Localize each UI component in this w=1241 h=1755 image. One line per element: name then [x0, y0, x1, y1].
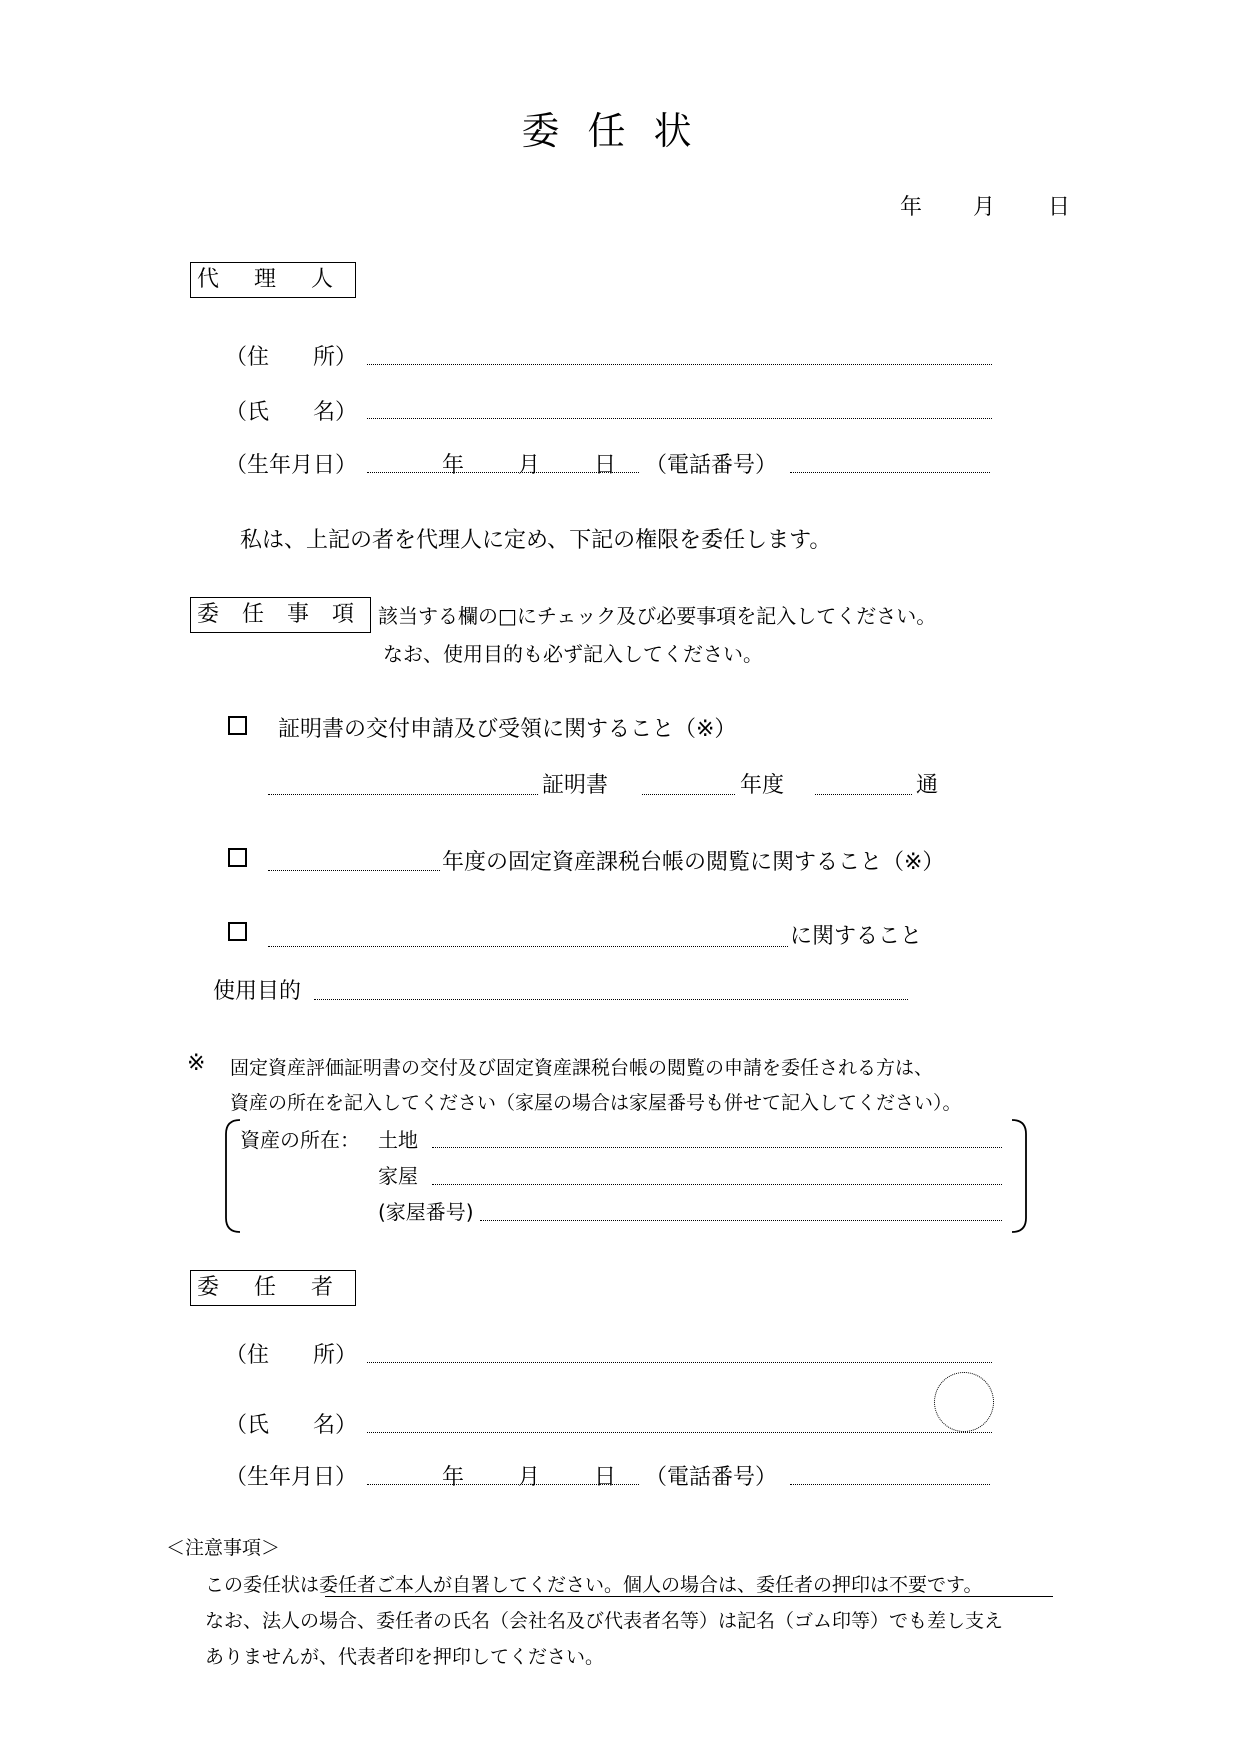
- purpose-label: 使用目的: [213, 979, 302, 1004]
- agent-birth-month: 月: [518, 453, 541, 478]
- agent-birth-label: （生年月日）: [225, 453, 358, 478]
- agent-address-field[interactable]: [367, 364, 992, 365]
- cautions-line-1: この委任状は委任者ご本人が自署してください。個人の場合は、委任者の押印は不要です。: [205, 1574, 983, 1596]
- principal-birth-month: 月: [518, 1465, 541, 1490]
- principal-heading: 委 任 者: [190, 1270, 356, 1306]
- purpose-field[interactable]: [314, 999, 908, 1000]
- item1-copies-field[interactable]: [815, 794, 912, 795]
- matters-heading: 委 任 事 項: [190, 597, 371, 633]
- item1-fiscal-year-label: 年度: [740, 773, 785, 798]
- agent-address-label: （住 所）: [225, 345, 358, 370]
- cautions-underline: [325, 1596, 1053, 1597]
- item2-checkbox[interactable]: [228, 848, 247, 867]
- agent-name-label: （氏 名）: [225, 400, 358, 425]
- principal-name-field[interactable]: [367, 1432, 992, 1433]
- agent-name-field[interactable]: [367, 418, 992, 419]
- principal-name-label: （氏 名）: [225, 1413, 358, 1438]
- cautions-heading: ＜注意事項＞: [166, 1537, 281, 1559]
- date-month-label: 月: [973, 195, 996, 220]
- principal-birth-label: （生年月日）: [225, 1465, 358, 1490]
- principal-birth-year: 年: [442, 1465, 465, 1490]
- item2-label: 年度の固定資産課税台帳の閲覧に関すること（※）: [442, 850, 945, 875]
- item2-fiscal-year-field[interactable]: [268, 870, 440, 871]
- document-title: 委任状: [521, 109, 720, 153]
- principal-phone-label: （電話番号）: [645, 1465, 778, 1490]
- item3-checkbox[interactable]: [228, 922, 247, 941]
- item1-copies-label: 通: [916, 773, 939, 798]
- item1-checkbox[interactable]: [228, 716, 247, 735]
- land-field[interactable]: [432, 1147, 1002, 1148]
- agent-birth-year: 年: [442, 453, 465, 478]
- item1-certificate-field[interactable]: [268, 794, 538, 795]
- date-year-label: 年: [900, 195, 923, 220]
- agent-heading: 代 理 人: [190, 262, 356, 298]
- item1-certificate-label: 証明書: [542, 773, 609, 798]
- cautions-line-3: ありませんが、代表者印を押印してください。: [205, 1646, 605, 1668]
- declaration-text: 私は、上記の者を代理人に定め、下記の権限を委任します。: [240, 528, 832, 553]
- cautions-line-2: なお、法人の場合、委任者の氏名（会社名及び代表者名等）は記名（ゴム印等）でも差し支え: [205, 1610, 1004, 1632]
- matters-instruction-1: 該当する欄の□にチェック及び必要事項を記入してください。: [378, 604, 937, 628]
- house-number-field[interactable]: [480, 1220, 1002, 1221]
- matters-instruction-2: なお、使用目的も必ず記入してください。: [383, 642, 763, 666]
- location-label: 資産の所在：: [240, 1128, 360, 1152]
- agent-birth-day: 日: [594, 453, 617, 478]
- land-label: 土地: [378, 1128, 418, 1152]
- agent-phone-field[interactable]: [790, 472, 990, 473]
- note-mark: ※: [187, 1051, 206, 1076]
- seal-circle[interactable]: [934, 1372, 994, 1432]
- principal-address-label: （住 所）: [225, 1343, 358, 1368]
- principal-address-field[interactable]: [367, 1362, 992, 1363]
- house-label: 家屋: [378, 1164, 418, 1188]
- note-line-1: 固定資産評価証明書の交付及び固定資産課税台帳の閲覧の申請を委任される方は、: [230, 1057, 934, 1079]
- date-day-label: 日: [1048, 195, 1071, 220]
- item1-fiscal-year-field[interactable]: [642, 794, 735, 795]
- item3-matter-field[interactable]: [268, 946, 788, 947]
- agent-phone-label: （電話番号）: [645, 453, 778, 478]
- house-field[interactable]: [432, 1184, 1002, 1185]
- house-number-label: (家屋番号): [378, 1200, 474, 1224]
- item1-label: 証明書の交付申請及び受領に関すること（※）: [278, 717, 737, 742]
- item3-label: に関すること: [790, 924, 923, 949]
- note-line-2: 資産の所在を記入してください（家屋の場合は家屋番号も併せて記入してください）。: [230, 1092, 962, 1114]
- principal-birth-day: 日: [594, 1465, 617, 1490]
- principal-phone-field[interactable]: [790, 1484, 990, 1485]
